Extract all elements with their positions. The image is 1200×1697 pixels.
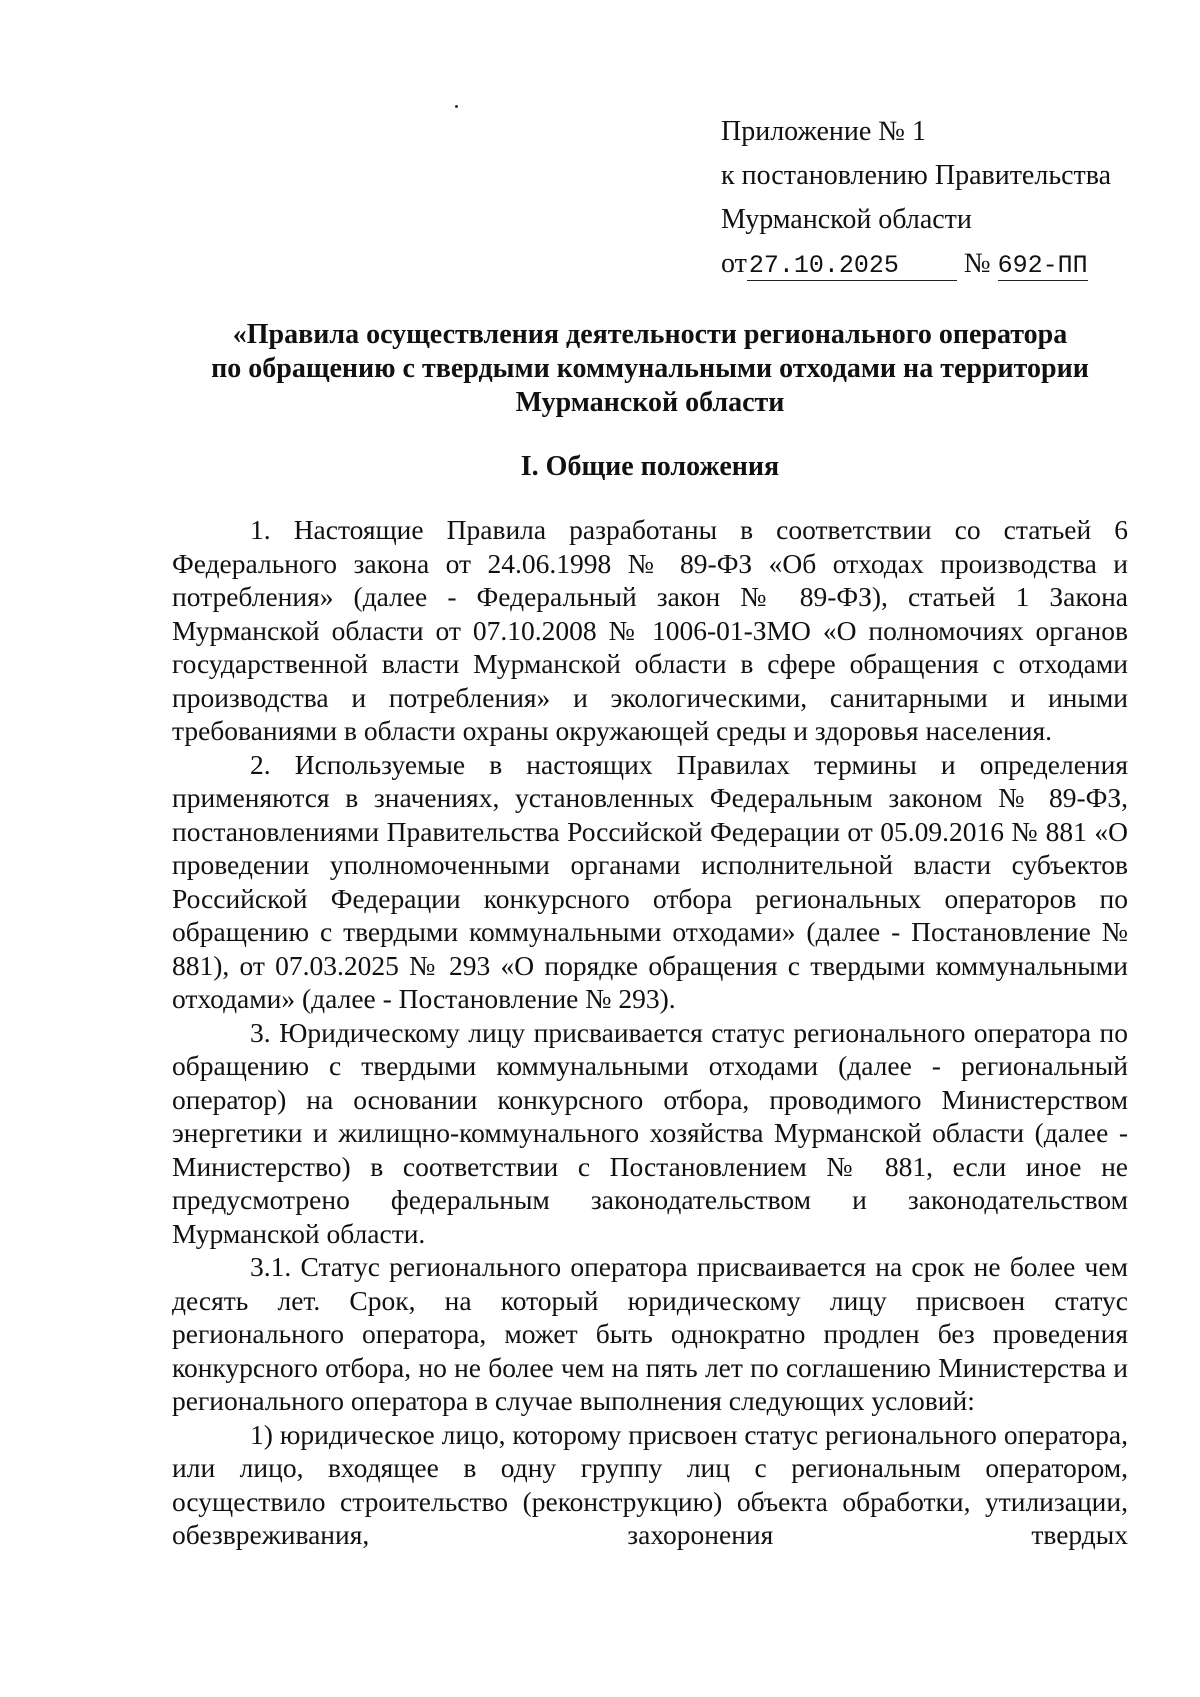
title-line-2: по обращению с твердыми коммунальными отходами на территории xyxy=(211,353,1089,384)
appendix-number: Приложение № 1 xyxy=(721,116,926,147)
paragraph-1: 1. Настоящие Правила разработаны в соответствии со статьей 6 Федерального закона от 24.06.1998 № 89-ФЗ «Об отходах производства и потребления» (далее - Федеральный закон № 89-ФЗ), статьей 1 Закона Мурманской области от 07.10.2008 № 1006-01-ЗМО «О полномочиях органов государственной власти Мурманской области в сфере обращения с отходами производства и потребления» и экологическими, санитарными и иными требованиями в области охраны окружающей среды и здоровья населения. xyxy=(172,514,1128,746)
appendix-date-line xyxy=(721,242,1121,286)
paragraph-3-1: 3.1. Статус регионального оператора присваивается на срок не более чем десять лет. Срок, на который юридическому лицу присвоен статус регионального оператора, может быть однократно продлен без проведения конкурсного отбора, но не более чем на пять лет по соглашению Министерства и регионального оператора в случае выполнения следующих условий: xyxy=(172,1251,1128,1416)
title-line-1: «Правила осуществления деятельности регионального оператора xyxy=(232,319,1068,350)
section-heading: I. Общие положения xyxy=(520,451,780,482)
document-title xyxy=(170,318,1130,420)
resolution-date: 27.10.2025 xyxy=(747,252,957,281)
paragraph-2: 2. Используемые в настоящих Правилах термины и определения применяются в значениях, установленных Федеральным законом № 89-ФЗ, постановлениями Правительства Российской Федерации от 05.09.2016 № 881 «О проведении уполномоченными органами исполнительной власти субъектов Российской Федерации конкурсного отбора региональных операторов по обращению с твердыми коммунальными отходами» (далее - Постановление № 881), от 07.03.2025 № 293 «О порядке обращения с твердыми коммунальными отходами» (далее - Постановление № 293). xyxy=(172,748,1128,1014)
appendix-resolution-line: к постановлению Правительства xyxy=(721,160,1112,191)
title-line-3: Мурманской области xyxy=(515,387,785,418)
paragraph-3: 3. Юридическому лицу присваивается статус регионального оператора по обращению с твердыми коммунальными отходами (далее - региональный оператор) на основании конкурсного отбора, проводимого Министерством энергетики и жилищно-коммунального хозяйства Мурманской области (далее - Министерство) в соответствии с Постановлением № 881, если иное не предусмотрено федеральным законодательством и законодательством Мурманской области. xyxy=(172,1016,1128,1249)
number-prefix: № xyxy=(963,248,991,279)
appendix-region-line: Мурманской области xyxy=(721,204,972,235)
document-body xyxy=(172,513,1128,1552)
scan-speck xyxy=(455,105,458,108)
paragraph-condition-1: 1) юридическое лицо, которому присвоен статус регионального оператора, или лицо, входящее в одну группу лиц с региональным оператором, осуществило строительство (реконструкцию) объекта обработки, утилизации, обезвреживания, захоронения твердых xyxy=(172,1418,1128,1550)
resolution-number: 692-ПП xyxy=(997,251,1088,280)
appendix-block xyxy=(721,110,1121,286)
date-prefix: от xyxy=(721,248,747,279)
